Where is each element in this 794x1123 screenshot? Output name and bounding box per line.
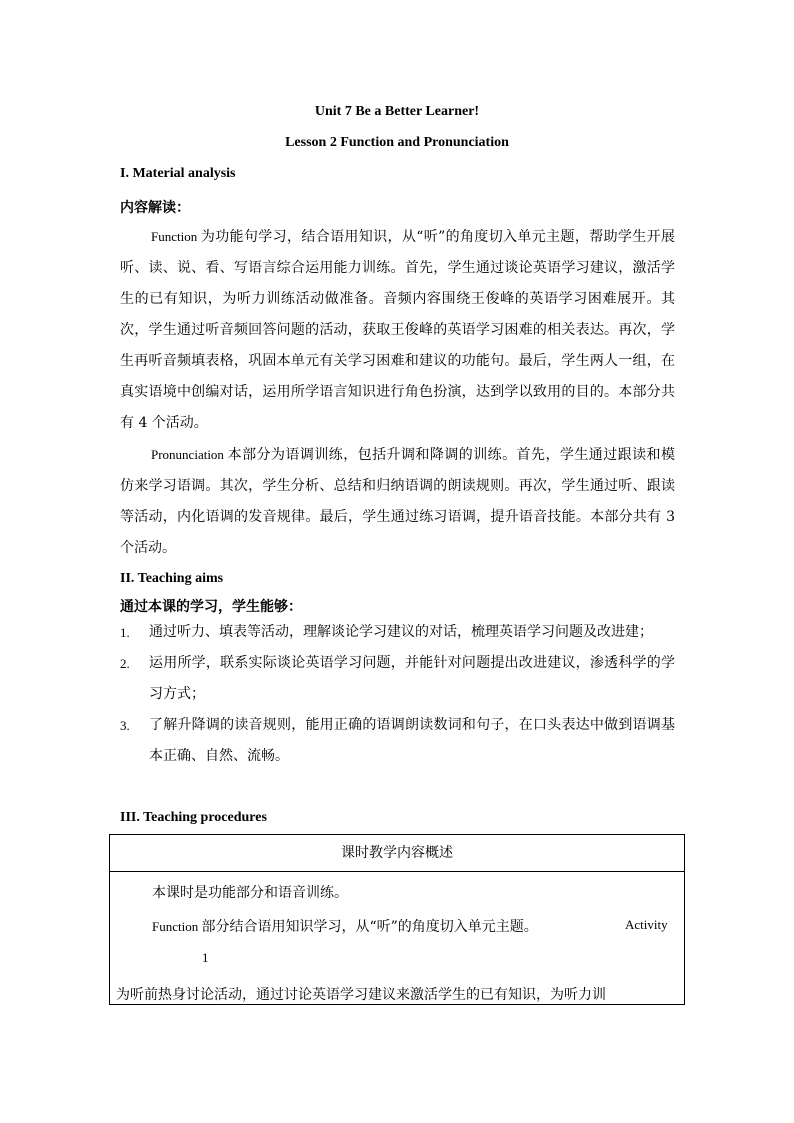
table-line-4: 为听前热身讨论活动，通过讨论英语学习建议来激活学生的已有知识，为听力训 xyxy=(116,987,606,1003)
function-description: 为功能句学习，结合语用知识，从“听”的角度切入单元主题，帮助学生开展听、读、说、看、写语言综合运用能力训练。首先，学生通过谈论英语学习建议，激活学生的已有知识，为听力训练活动做准备。音频内容围绕王俊峰的英语学习困难展开。其次，学生通过听音频回答问题的活动，获取王俊峰的英语学习困难的相关表达。再次，学生再听音频填表格，巩固本单元有关学习困难和建议的功能句。最后，学生两人一组，在真实语境中创编对话，运用所学语言知识进行角色扮演，达到学以致用的目的。本部分共有 4 个活动。 xyxy=(120,229,676,431)
aim-text: 通过听力、填表等活动，理解谈论学习建议的对话，梳理英语学习问题及改进建； xyxy=(149,624,653,640)
aim-text: 了解升降调的读音规则，能用正确的语调朗读数词和句子，在口头表达中做到语调基本正确、自然、流畅。 xyxy=(149,717,675,764)
pronunciation-paragraph xyxy=(120,439,675,564)
procedures-table xyxy=(109,834,685,1005)
table-line-1: 本课时是功能部分和语音训练。 xyxy=(152,885,348,901)
unit-title: Unit 7 Be a Better Learner! xyxy=(314,104,480,119)
function-term: Function xyxy=(151,229,201,244)
table-line-2-tail: Activity xyxy=(625,917,668,932)
section2-subheading: 通过本课的学习，学生能够： xyxy=(120,599,302,615)
aim-item-2 xyxy=(120,648,675,710)
section2-heading: II. Teaching aims xyxy=(120,571,224,586)
pronunciation-description: 本部分为语调训练，包括升调和降调的训练。首先，学生通过跟读和模仿来学习语调。其次，学生分析、总结和归纳语调的朗读规则。再次，学生通过听、跟读等活动，内化语调的发音规律。最后，学生通过练习语调，提升语音技能。本部分共有 3 个活动。 xyxy=(120,447,676,556)
aim-item-1 xyxy=(120,617,675,648)
table-header: 课时教学内容概述 xyxy=(110,835,684,872)
aim-text: 运用所学，联系实际谈论英语学习问题，并能针对问题提出改进建议，渗透科学的学习方式； xyxy=(149,655,675,702)
lesson-title: Lesson 2 Function and Pronunciation xyxy=(285,135,509,150)
function-paragraph xyxy=(120,221,675,439)
teaching-aims-list xyxy=(120,617,675,772)
table-line-3: 1 xyxy=(202,950,209,965)
section1-heading: I. Material analysis xyxy=(120,166,236,181)
function-term: Function xyxy=(152,919,202,934)
table-line-2 xyxy=(152,916,538,936)
pronunciation-term: Pronunciation xyxy=(151,447,228,462)
aim-number: 2. xyxy=(120,656,130,671)
table-line-2-text: 部分结合语用知识学习，从“听”的角度切入单元主题。 xyxy=(201,919,538,935)
aim-item-3 xyxy=(120,710,675,772)
section1-subheading: 内容解读： xyxy=(120,200,190,216)
aim-number: 1. xyxy=(120,625,130,640)
section3-heading: III. Teaching procedures xyxy=(120,810,267,825)
aim-number: 3. xyxy=(120,718,130,733)
